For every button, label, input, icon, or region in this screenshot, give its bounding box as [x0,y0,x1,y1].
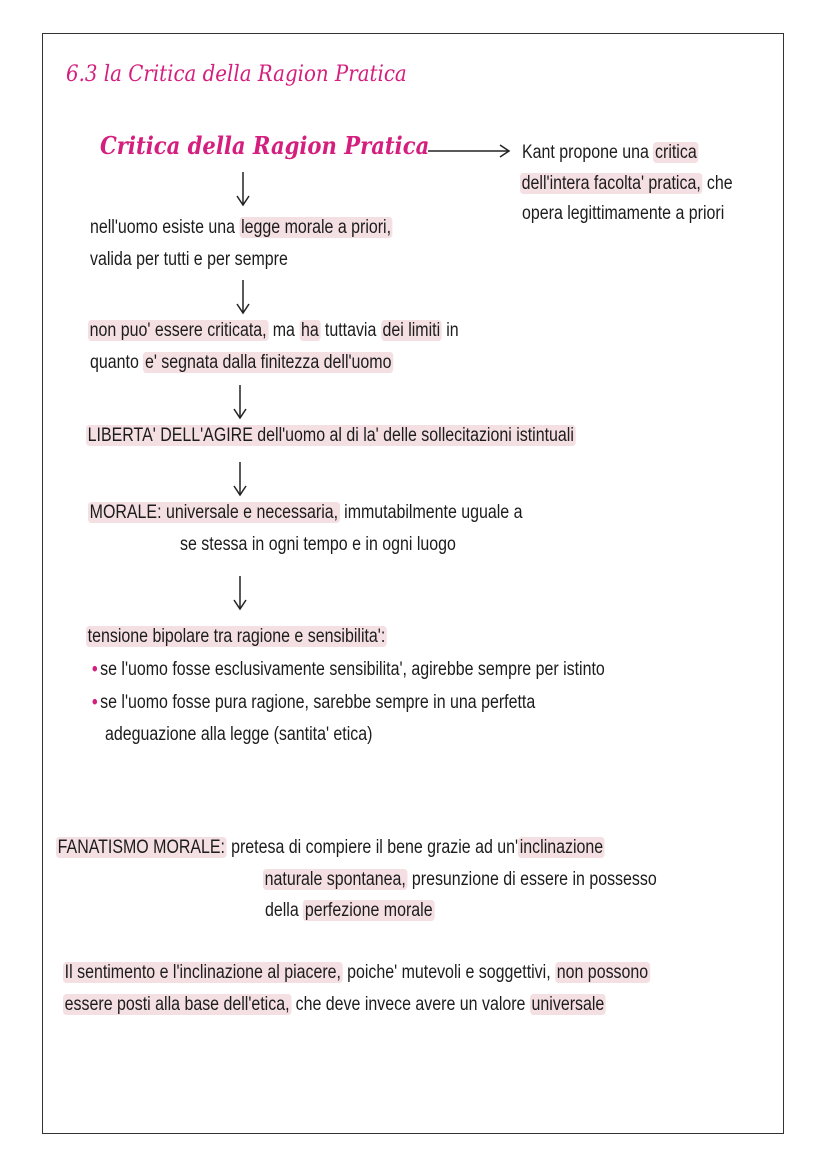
down-arrow-icon [236,280,250,314]
p2-line-1: non puo' essere criticata, ma ha tuttavia dei limiti in [89,320,459,341]
right-arrow-icon [428,144,512,158]
kant-line-3: opera legittimamente a priori [522,203,725,224]
kant-line-1: Kant propone una critica [522,142,697,163]
fanatismo-line-2: naturale spontanea, presunzione di essere in possesso [264,869,657,890]
p5-heading: tensione bipolare tra ragione e sensibilita': [87,626,386,647]
final-line-1: Il sentimento e l'inclinazione al piacere, poiche' mutevoli e soggettivi, non possono [64,962,649,983]
p1-line-2: valida per tutti e per sempre [90,249,288,270]
p4-line-1: MORALE: universale e necessaria, immutabilmente uguale a [89,502,523,523]
kant-line-2: dell'intera facolta' pratica, che [521,173,733,194]
p5-bullet-1: • se l'uomo fosse esclusivamente sensibilita', agirebbe sempre per istinto [92,659,605,680]
p4-line-2: se stessa in ogni tempo e in ogni luogo [180,534,456,555]
fanatismo-line-3: della perfezione morale [265,900,433,921]
p5-bullet-2-cont: adeguazione alla legge (santita' etica) [105,724,373,745]
page-title: 6.3 la Critica della Ragion Pratica [66,62,407,87]
fanatismo-line-1: FANATISMO MORALE: pretesa di compiere il bene grazie ad un'inclinazione [57,837,604,858]
final-line-2: essere posti alla base dell'etica, che deve invece avere un valore universale [64,994,605,1015]
p1-line-1: nell'uomo esiste una legge morale a priori, [90,217,392,238]
down-arrow-icon [233,576,247,610]
p2-line-2: quanto e' segnata dalla finitezza dell'uomo [90,352,392,373]
down-arrow-icon [236,172,250,206]
down-arrow-icon [233,462,247,496]
p3-line: LIBERTA' DELL'AGIRE dell'uomo al di la' delle sollecitazioni istintuali [87,425,574,446]
bullet-icon: • [92,659,98,680]
bullet-icon: • [92,692,98,713]
p5-bullet-2: • se l'uomo fosse pura ragione, sarebbe sempre in una perfetta [92,692,536,713]
down-arrow-icon [233,385,247,419]
main-heading: Critica della Ragion Pratica [100,131,430,160]
